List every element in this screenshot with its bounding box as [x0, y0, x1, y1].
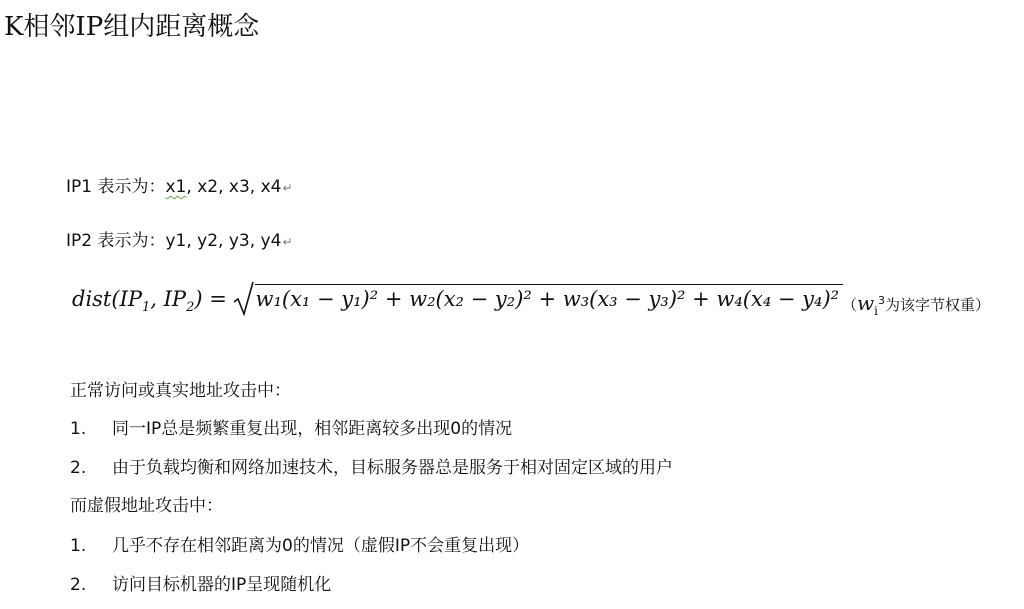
return-mark-icon: ↵: [282, 235, 293, 249]
ip1-first-value: x1: [165, 177, 187, 197]
formula-lhs: $dist(IP_1$, $IP_2$) =: [72, 287, 234, 316]
fake-heading: 而虚假地址攻击中：: [70, 496, 223, 516]
list-item: 1. 同一IP总是频繁重复出现，相邻距离较多出现0的情况: [70, 419, 513, 439]
page-title: K相邻IP组内距离概念: [4, 12, 260, 42]
weight-note: （$w_i^3$为该字节权重）: [842, 291, 990, 318]
list-item: 2. 访问目标机器的IP呈现随机化: [70, 575, 332, 595]
ip2-line: [66, 226, 293, 251]
weight-symbol: $w_i$: [857, 291, 878, 318]
distance-formula: [72, 280, 843, 316]
normal-heading: 正常访问或真实地址攻击中：: [70, 381, 291, 401]
sqrt-sign-icon: [233, 280, 255, 316]
list-item: 1. 几乎不存在相邻距离为0的情况（虚假IP不会重复出现）: [70, 536, 530, 556]
ip2-label: IP2 表示为：: [66, 231, 166, 251]
ip2-values: y1, y2, y3, y4: [165, 231, 282, 251]
ip1-label: IP1 表示为：: [66, 177, 166, 197]
ip1-line: [66, 172, 293, 197]
ip1-values: , x2, x3, x4: [186, 177, 282, 197]
formula-radicand: w₁(x₁ − y₁)² + w₂(x₂ − y₂)² + w₃(x₃ − y₃)² + w₄(x₄ − y₄)²: [255, 284, 843, 311]
list-item: 2. 由于负载均衡和网络加速技术，目标服务器总是服务于相对固定区域的用户: [70, 458, 673, 478]
return-mark-icon: ↵: [282, 181, 293, 195]
